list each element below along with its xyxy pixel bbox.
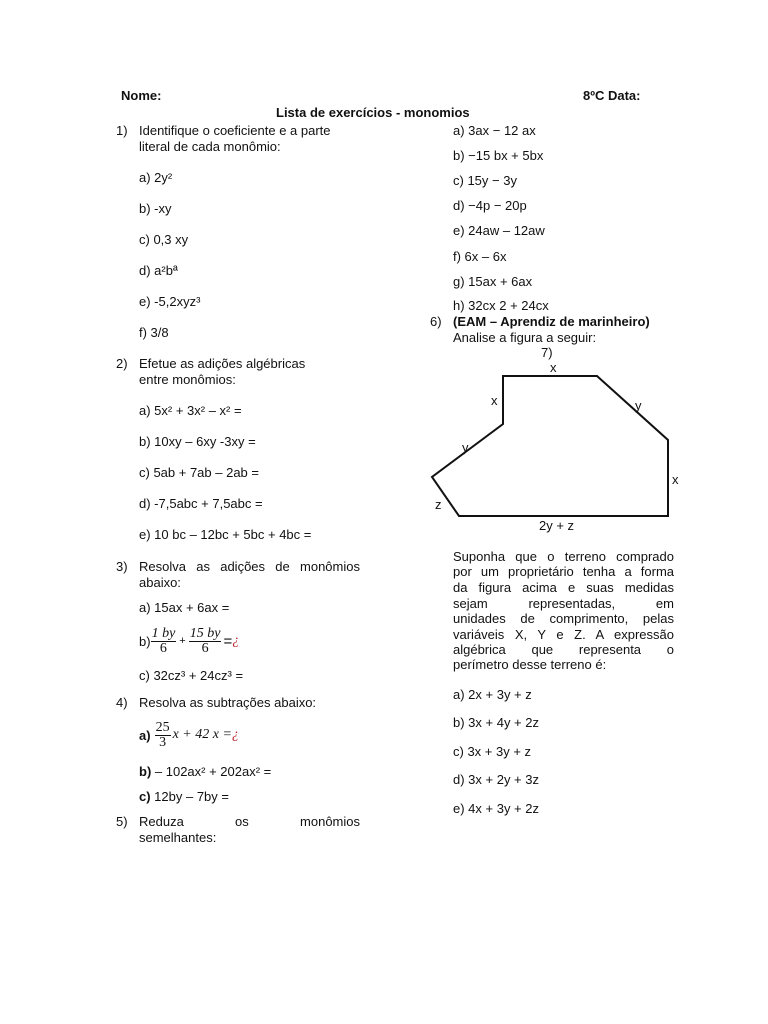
q2-item: a) 5x² + 3x² – x² = — [139, 403, 242, 418]
q5-item: c) 15y − 3y — [453, 173, 517, 188]
q6-paragraph-line: algébrica que representa o — [453, 642, 674, 657]
figure-label: 7) — [541, 345, 553, 360]
q1-item: e) -5,2xyz³ — [139, 294, 201, 309]
q6-title: (EAM – Aprendiz de marinheiro) — [453, 314, 650, 329]
label-bottom-left-z: z — [435, 497, 442, 512]
q2-text-line2: entre monômios: — [139, 372, 236, 387]
q5-text-line2: semelhantes: — [139, 830, 217, 845]
q6-paragraph-line: da figura acima e suas medidas — [453, 580, 674, 595]
q4-a-denominator: 3 — [159, 734, 167, 750]
q6-paragraph-line: variáveis X, Y e Z. A expressão — [453, 627, 674, 642]
q5-text-line1: Reduza os monômios — [139, 814, 360, 829]
q2-item: c) 5ab + 7ab – 2ab = — [139, 465, 259, 480]
q5-item: d) −4p − 20p — [453, 198, 527, 213]
q6-paragraph-line: Suponha que o terreno comprado — [453, 549, 674, 564]
label-right-x: x — [672, 472, 679, 487]
q2-item: b) 10xy – 6xy -3xy = — [139, 434, 256, 449]
q3-b-equals: = — [223, 632, 233, 650]
q4-number: 4) — [116, 695, 128, 710]
q6-option: a) 2x + 3y + z — [453, 687, 532, 702]
q1-text-line1: Identifique o coeficiente e a parte — [139, 123, 331, 138]
q3-text-line1: Resolva as adições de monômios — [139, 559, 360, 574]
worksheet-title: Lista de exercícios - monomios — [276, 105, 470, 120]
q6-option: c) 3x + 3y + z — [453, 744, 532, 759]
q3-item-c: c) 32cz³ + 24cz³ = — [139, 668, 244, 683]
label-left-diag-y: y — [462, 440, 469, 455]
q3-b-prefix: b) — [139, 633, 151, 649]
q1-item: b) -xy — [139, 201, 172, 216]
q6-paragraph-last-line: perímetro desse terreno é: — [453, 657, 607, 672]
q6-number: 6) — [430, 314, 442, 329]
q4-a-numerator: 25 — [155, 719, 170, 735]
q4-text: Resolva as subtrações abaixo: — [139, 695, 317, 710]
q5-item: a) 3ax − 12 ax — [453, 123, 536, 138]
q4-item-b: b) – 102ax² + 202ax² = — [139, 764, 272, 779]
q6-option: b) 3x + 4y + 2z — [453, 715, 539, 730]
q2-item: e) 10 bc – 12bc + 5bc + 4bc = — [139, 527, 312, 542]
q4-a-prefix: a) — [139, 727, 151, 743]
q5-item: b) −15 bx + 5bx — [453, 148, 544, 163]
q2-number: 2) — [116, 356, 128, 371]
q3-item-a: a) 15ax + 6ax = — [139, 600, 230, 615]
label-right-diag-y: y — [635, 398, 642, 413]
q1-number: 1) — [116, 123, 128, 138]
label-bottom: 2y + z — [539, 518, 575, 533]
class-date-label: 8ºC Data: — [583, 88, 641, 103]
q5-item: h) 32cx 2 + 24cx — [453, 298, 549, 313]
q2-text-line1: Efetue as adições algébricas — [139, 356, 306, 371]
q5-item: g) 15ax + 6ax — [453, 274, 533, 289]
q3-b-plus: + — [179, 635, 186, 647]
q1-item: d) a²bª — [139, 263, 178, 278]
q5-item: f) 6x – 6x — [453, 249, 507, 264]
q3-b-numerator-1: 1 by — [151, 625, 176, 641]
q3-b-numerator-2: 15 by — [189, 625, 221, 641]
label-left-upper-x: x — [491, 393, 498, 408]
q5-item: e) 24aw – 12aw — [453, 223, 545, 238]
q3-b-denominator-2: 6 — [201, 640, 209, 656]
q1-item: f) 3/8 — [139, 325, 169, 340]
q3-number: 3) — [116, 559, 128, 574]
q6-subtitle: Analise a figura a seguir: — [453, 330, 597, 345]
q1-item: c) 0,3 xy — [139, 232, 189, 247]
q3-text-line2: abaixo: — [139, 575, 181, 590]
name-label: Nome: — [121, 88, 162, 103]
q6-option: d) 3x + 2y + 3z — [453, 772, 539, 787]
q3-b-placeholder-mark: ¿ — [232, 633, 240, 648]
q1-text-line2: literal de cada monômio: — [139, 139, 281, 154]
q2-item: d) -7,5abc + 7,5abc = — [139, 496, 263, 511]
q1-item: a) 2y² — [139, 170, 173, 185]
q4-a-expression: x + 42 x = — [172, 727, 232, 742]
q6-paragraph-line: por um proprietário tenha a forma — [453, 564, 674, 579]
label-top-x: x — [550, 360, 557, 375]
q5-number: 5) — [116, 814, 128, 829]
q4-a-placeholder-mark: ¿ — [231, 727, 239, 742]
q4-item-c: c) 12by – 7by = — [139, 789, 229, 804]
q3-b-denominator-1: 6 — [159, 640, 167, 656]
q6-option: e) 4x + 3y + 2z — [453, 801, 539, 816]
q6-paragraph-line: sejam representadas, em — [453, 596, 674, 611]
q6-paragraph-line: unidades de comprimento, pelas — [453, 611, 674, 626]
